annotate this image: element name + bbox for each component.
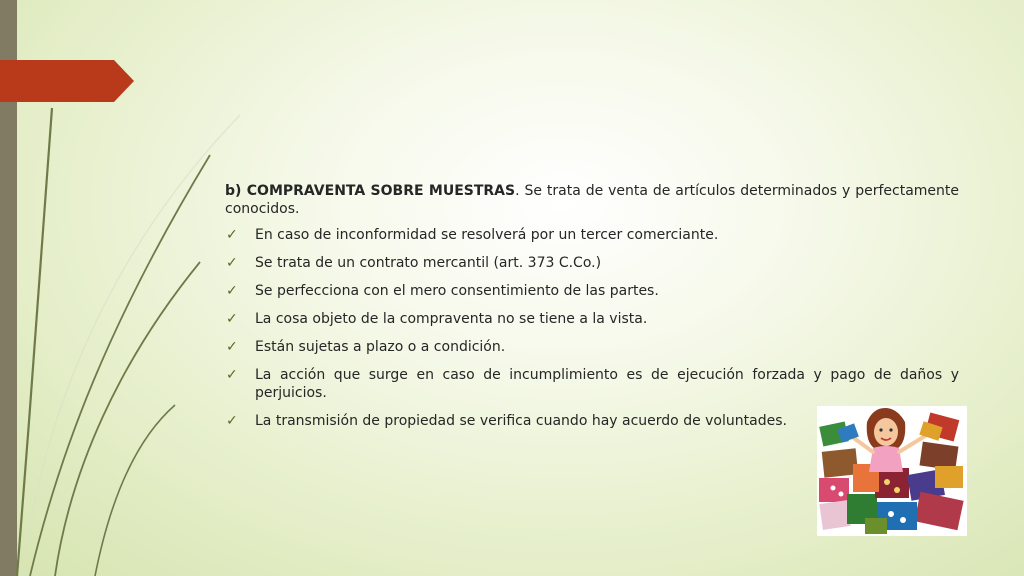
- list-item: [225, 338, 959, 356]
- checkmark-icon: ✓: [226, 367, 238, 383]
- intro-text: . Se trata de venta de artículos determinados y perfectamente conocidos.: [225, 183, 959, 217]
- list-item-text: La acción que surge en caso de incumplimiento es de ejecución forzada y pago de daños y perjuicios.: [255, 367, 959, 401]
- bullet-list: [225, 226, 959, 430]
- accent-arrow-tab: [0, 60, 134, 102]
- intro-paragraph: [225, 182, 959, 218]
- slide-content: [225, 182, 959, 440]
- list-item-text: Están sujetas a plazo o a condición.: [255, 339, 506, 355]
- checkmark-icon: ✓: [226, 283, 238, 299]
- list-item-text: La transmisión de propiedad se verifica cuando hay acuerdo de voluntades.: [255, 413, 787, 429]
- list-item-text: En caso de inconformidad se resolverá por un tercer comerciante.: [255, 227, 719, 243]
- checkmark-icon: ✓: [226, 413, 238, 429]
- intro-heading: b) COMPRAVENTA SOBRE MUESTRAS: [225, 183, 516, 199]
- list-item: [225, 366, 959, 402]
- list-item: [225, 282, 959, 300]
- list-item-text: La cosa objeto de la compraventa no se tiene a la vista.: [255, 311, 648, 327]
- checkmark-icon: ✓: [226, 227, 238, 243]
- list-item: [225, 254, 959, 272]
- fabric-samples-illustration: [817, 406, 967, 536]
- list-item-text: Se trata de un contrato mercantil (art. 373 C.Co.): [255, 255, 602, 271]
- checkmark-icon: ✓: [226, 255, 238, 271]
- checkmark-icon: ✓: [226, 339, 238, 355]
- checkmark-icon: ✓: [226, 311, 238, 327]
- list-item: [225, 310, 959, 328]
- list-item-text: Se perfecciona con el mero consentimiento de las partes.: [255, 283, 659, 299]
- list-item: [225, 226, 959, 244]
